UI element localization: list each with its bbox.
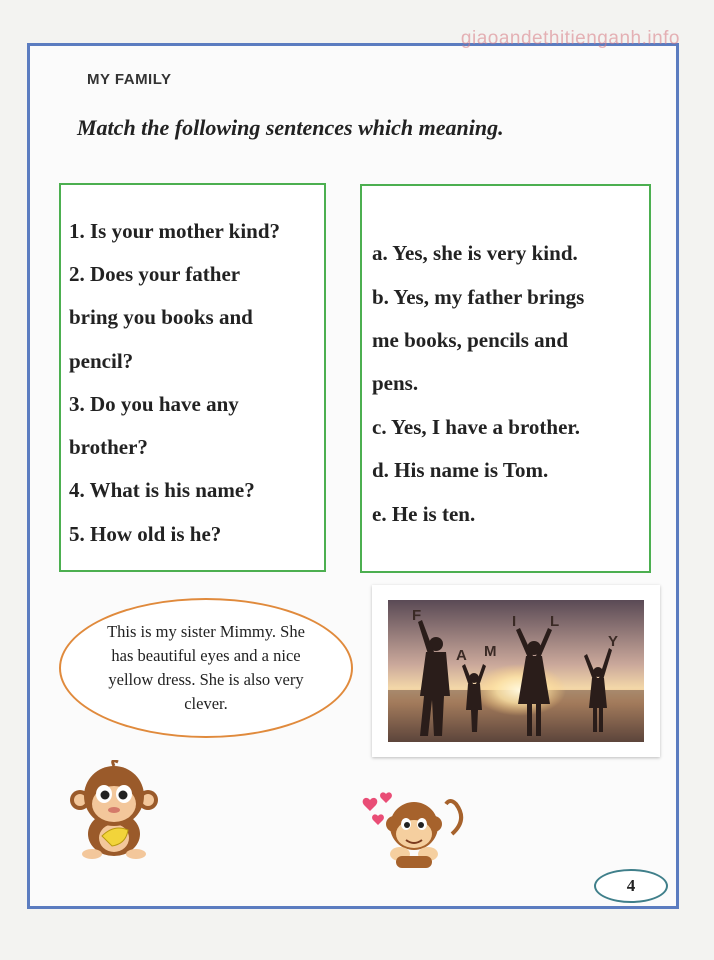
answer-line: b. Yes, my father brings [372, 285, 585, 309]
photo-letter: F [412, 607, 422, 624]
question-line: bring you books and [69, 305, 253, 329]
family-sunset-photo [388, 600, 644, 742]
questions-box [59, 183, 326, 572]
answers-box [360, 184, 651, 573]
answer-line: me books, pencils and [372, 328, 569, 352]
page-number: 4 [594, 869, 668, 903]
description-bubble [59, 598, 353, 738]
family-photo-card [372, 585, 660, 757]
photo-letter: L [550, 613, 560, 630]
question-line: 2. Does your father [69, 262, 241, 286]
question-line: pencil? [69, 349, 134, 373]
answer-line: c. Yes, I have a brother. [372, 415, 581, 439]
photo-letter: M [484, 643, 497, 660]
answer-line: a. Yes, she is very kind. [372, 241, 578, 265]
question-line: 3. Do you have any [69, 392, 239, 416]
question-line: 1. Is your mother kind? [69, 219, 281, 243]
instruction-text: Match the following sentences which meaning. [77, 115, 504, 140]
monkey-with-hearts-icon [360, 790, 470, 875]
photo-letter: Y [608, 633, 619, 650]
photo-letter: I [512, 613, 517, 630]
section-heading: MY FAMILY [87, 71, 172, 88]
monkey-holding-banana-icon [64, 760, 164, 865]
question-line: 5. How old is he? [69, 522, 222, 546]
description-text: This is my sister Mimmy. She has beautiful eyes and a nice yellow dress. She is also very clever. [107, 622, 305, 713]
answer-line: e. He is ten. [372, 502, 476, 526]
question-line: brother? [69, 435, 148, 459]
answer-line: d. His name is Tom. [372, 458, 549, 482]
question-line: 4. What is his name? [69, 478, 255, 502]
photo-letter: A [456, 647, 467, 664]
answer-line: pens. [372, 371, 419, 395]
watermark: giaoandethitienganh.info [460, 28, 680, 49]
